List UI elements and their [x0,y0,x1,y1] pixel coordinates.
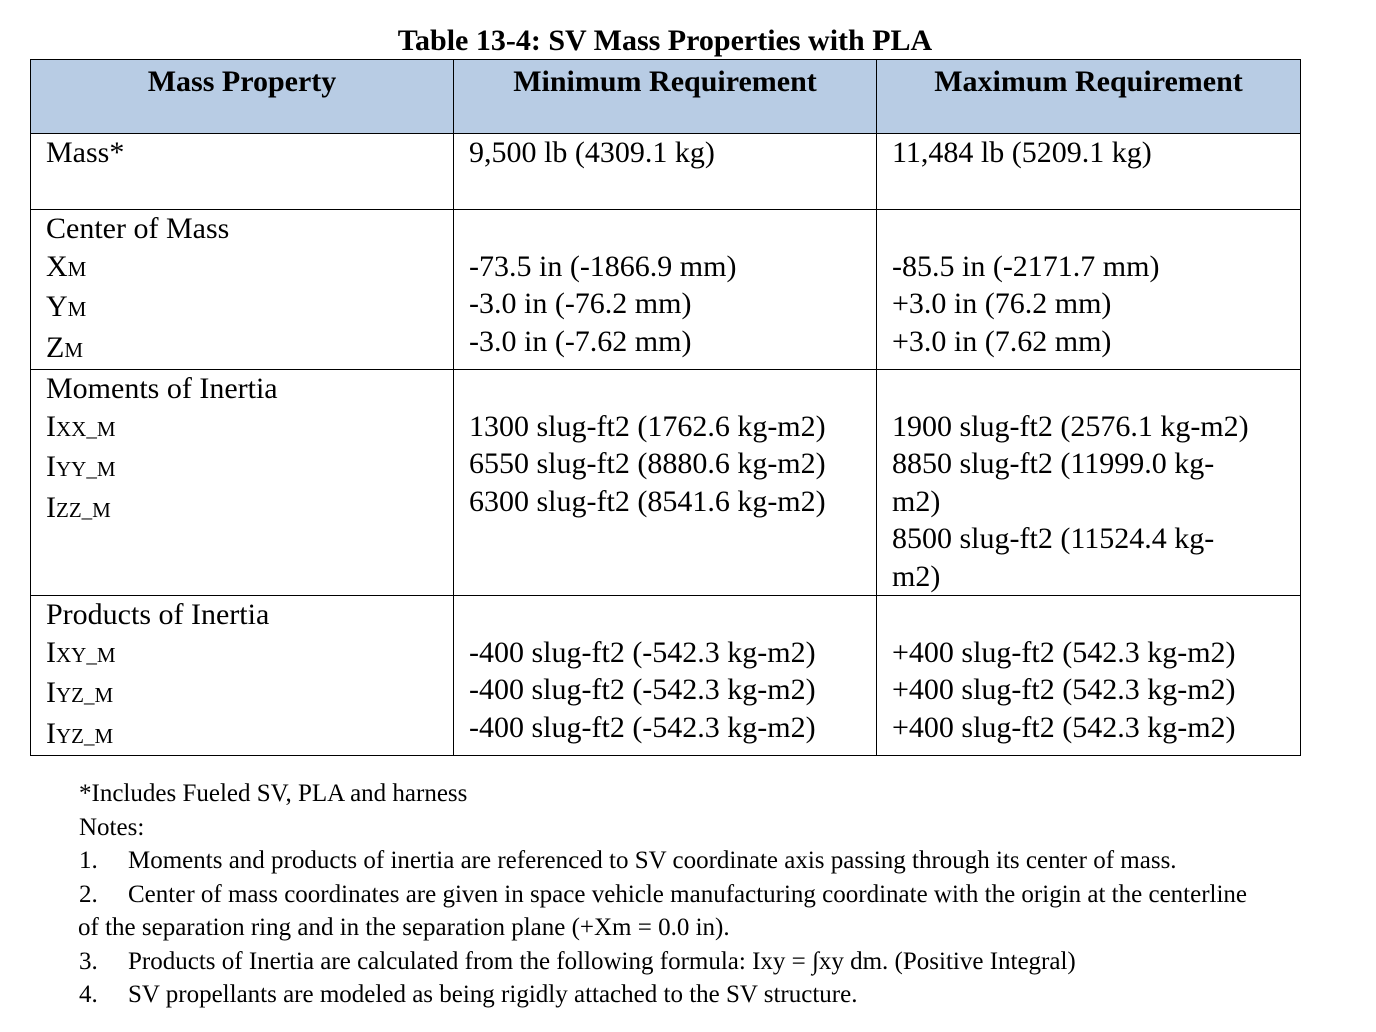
cell-mass-label: Mass* [31,134,454,210]
footnote: *Includes Fueled SV, PLA and harness [79,780,468,807]
cell-mass-min: 9,500 lb (4309.1 kg) [454,134,877,210]
note-item: 3. Products of Inertia are calculated from the following formula: Ixy = ∫xy dm. (Positive Integral) [79,947,1076,975]
com-x-symbol: XM [46,249,87,283]
moi-heading: Moments of Inertia [46,372,278,405]
cell-mass-max: 11,484 lb (5209.1 kg) [877,134,1301,210]
moi-izz-symbol: IZZ_M [46,490,111,524]
com-y-symbol: YM [46,290,87,323]
note-item: 2. Center of mass coordinates are given in space vehicle manufacturing coordinate with the origin at the centerline [79,880,1248,908]
notes-section [79,777,1359,1012]
header-minimum-requirement: Minimum Requirement [454,60,877,134]
cell-poi-min [454,596,877,756]
cell-moi-label [31,370,454,596]
com-x-min: -73.5 in (-1866.9 mm) [469,249,737,283]
header-maximum-requirement: Maximum Requirement [877,60,1301,134]
note-item-continuation: of the separation ring and in the separation plane (+Xm = 0.0 in). [78,914,730,941]
cell-com-label [31,210,454,370]
poi-iyz-symbol-2: IYZ_M [46,716,114,750]
com-y-min: -3.0 in (-76.2 mm) [469,287,692,320]
poi-ixy-symbol: IXY_M [46,635,116,669]
table-title: Table 13-4: SV Mass Properties with PLA [397,24,933,57]
cell-poi-max [877,596,1301,756]
poi-ixy-min: -400 slug-ft2 (-542.3 kg-m2) [469,635,816,669]
com-z-max: +3.0 in (7.62 mm) [892,324,1112,358]
poi-iyz-max: +400 slug-ft2 (542.3 kg-m2) [892,673,1236,706]
note-item: 1. Moments and products of inertia are referenced to SV coordinate axis passing through its center of mass. [79,847,1177,874]
moi-iyy-symbol: IYY_M [46,450,116,483]
moi-ixx-min: 1300 slug-ft2 (1762.6 kg-m2) [469,409,826,443]
cell-moi-max [877,370,1301,596]
cell-com-max [877,210,1301,370]
com-heading: Center of Mass [46,212,230,245]
com-y-max: +3.0 in (76.2 mm) [892,287,1112,320]
poi-heading: Products of Inertia [46,598,270,631]
cell-com-min [454,210,877,370]
poi-ixy-max: +400 slug-ft2 (542.3 kg-m2) [892,635,1236,669]
table-row-mass [31,134,1301,210]
moi-izz-max-wrap: m2) [892,559,941,593]
poi-iyz-max-2: +400 slug-ft2 (542.3 kg-m2) [892,710,1236,744]
note-item: 4. SV propellants are modeled as being rigidly attached to the SV structure. [79,981,858,1008]
moi-iyy-min: 6550 slug-ft2 (8880.6 kg-m2) [469,447,826,480]
com-z-symbol: ZM [46,330,84,364]
moi-iyy-max-wrap: m2) [892,484,941,518]
moi-izz-max: 8500 slug-ft2 (11524.4 kg- [892,522,1215,555]
table-row-moments-of-inertia [31,370,1301,596]
poi-iyz-min-2: -400 slug-ft2 (-542.3 kg-m2) [469,710,816,744]
poi-iyz-symbol: IYZ_M [46,676,114,709]
table-header-row [31,60,1301,134]
cell-poi-label [31,596,454,756]
moi-ixx-max: 1900 slug-ft2 (2576.1 kg-m2) [892,409,1249,443]
com-x-max: -85.5 in (-2171.7 mm) [892,249,1160,283]
cell-moi-min [454,370,877,596]
notes-label: Notes: [79,813,145,841]
com-z-min: -3.0 in (-7.62 mm) [469,324,692,358]
moi-izz-min: 6300 slug-ft2 (8541.6 kg-m2) [469,484,826,518]
mass-properties-table [30,59,1301,756]
moi-iyy-max: 8850 slug-ft2 (11999.0 kg- [892,447,1215,480]
table-row-center-of-mass [31,210,1301,370]
poi-iyz-min: -400 slug-ft2 (-542.3 kg-m2) [469,673,816,706]
header-mass-property: Mass Property [31,60,454,134]
moi-ixx-symbol: IXX_M [46,409,116,443]
table-row-products-of-inertia [31,596,1301,756]
